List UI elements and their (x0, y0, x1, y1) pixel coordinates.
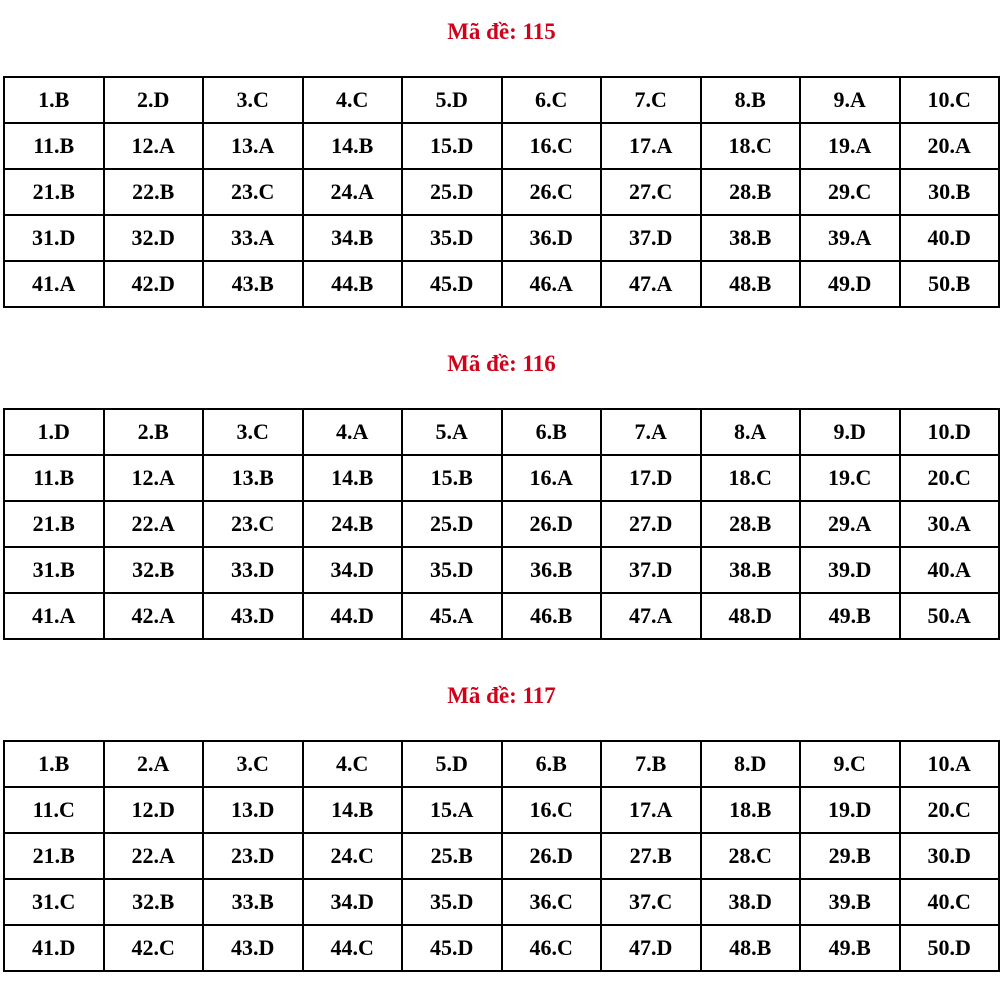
answer-cell: 23.C (203, 501, 303, 547)
answer-cell: 46.A (502, 261, 602, 307)
answer-cell: 48.D (701, 593, 801, 639)
answer-cell: 22.A (104, 501, 204, 547)
answer-cell: 21.B (4, 501, 104, 547)
answer-cell: 4.C (303, 741, 403, 787)
answer-cell: 48.B (701, 261, 801, 307)
answer-cell: 13.B (203, 455, 303, 501)
answer-cell: 2.D (104, 77, 204, 123)
answer-cell: 35.D (402, 215, 502, 261)
answer-cell: 16.A (502, 455, 602, 501)
answer-cell: 24.C (303, 833, 403, 879)
answer-cell: 46.B (502, 593, 602, 639)
answer-cell: 49.B (800, 925, 900, 971)
answer-cell: 24.A (303, 169, 403, 215)
answer-cell: 24.B (303, 501, 403, 547)
answer-cell: 36.B (502, 547, 602, 593)
answer-cell: 34.D (303, 547, 403, 593)
answer-cell: 9.A (800, 77, 900, 123)
answer-cell: 12.D (104, 787, 204, 833)
answer-cell: 47.A (601, 261, 701, 307)
answer-cell: 29.C (800, 169, 900, 215)
answer-cell: 1.B (4, 741, 104, 787)
exam-code-title: Mã đề: 116 (447, 351, 556, 376)
answer-cell: 45.D (402, 925, 502, 971)
answer-cell: 20.C (900, 455, 1000, 501)
answer-cell: 42.C (104, 925, 204, 971)
answer-cell: 21.B (4, 169, 104, 215)
answer-cell: 6.C (502, 77, 602, 123)
answer-cell: 23.D (203, 833, 303, 879)
answer-cell: 25.D (402, 501, 502, 547)
answer-cell: 40.D (900, 215, 1000, 261)
answer-table (3, 740, 1000, 972)
answer-cell: 32.D (104, 215, 204, 261)
answer-cell: 6.B (502, 741, 602, 787)
answer-cell: 38.B (701, 547, 801, 593)
answer-cell: 11.B (4, 123, 104, 169)
answer-cell: 42.A (104, 593, 204, 639)
answer-cell: 27.D (601, 501, 701, 547)
answer-cell: 38.D (701, 879, 801, 925)
answer-cell: 18.C (701, 123, 801, 169)
answer-cell: 10.D (900, 409, 1000, 455)
answer-cell: 27.B (601, 833, 701, 879)
answer-cell: 39.B (800, 879, 900, 925)
answer-cell: 22.B (104, 169, 204, 215)
answer-cell: 13.A (203, 123, 303, 169)
answer-cell: 34.B (303, 215, 403, 261)
answer-cell: 22.A (104, 833, 204, 879)
answer-cell: 16.C (502, 123, 602, 169)
answer-cell: 12.A (104, 455, 204, 501)
answer-cell: 8.A (701, 409, 801, 455)
answer-cell: 36.C (502, 879, 602, 925)
answer-cell: 15.D (402, 123, 502, 169)
answer-cell: 40.C (900, 879, 1000, 925)
answer-cell: 17.D (601, 455, 701, 501)
answer-cell: 23.C (203, 169, 303, 215)
answer-cell: 16.C (502, 787, 602, 833)
answer-cell: 28.B (701, 169, 801, 215)
answer-row (4, 787, 999, 833)
answer-cell: 10.C (900, 77, 1000, 123)
answer-cell: 39.D (800, 547, 900, 593)
answer-cell: 32.B (104, 547, 204, 593)
answer-cell: 18.C (701, 455, 801, 501)
answer-cell: 37.D (601, 547, 701, 593)
answer-cell: 7.A (601, 409, 701, 455)
answer-table (3, 76, 1000, 308)
answer-cell: 38.B (701, 215, 801, 261)
answer-row (4, 77, 999, 123)
answer-cell: 50.D (900, 925, 1000, 971)
answer-cell: 13.D (203, 787, 303, 833)
answer-cell: 45.A (402, 593, 502, 639)
answer-cell: 46.C (502, 925, 602, 971)
answer-cell: 14.B (303, 123, 403, 169)
answer-cell: 10.A (900, 741, 1000, 787)
answer-cell: 7.B (601, 741, 701, 787)
answer-cell: 8.D (701, 741, 801, 787)
answer-cell: 20.C (900, 787, 1000, 833)
answer-cell: 7.C (601, 77, 701, 123)
answer-cell: 33.D (203, 547, 303, 593)
answer-cell: 6.B (502, 409, 602, 455)
answer-cell: 3.C (203, 409, 303, 455)
answer-cell: 11.B (4, 455, 104, 501)
answer-cell: 19.C (800, 455, 900, 501)
answer-cell: 31.B (4, 547, 104, 593)
answer-cell: 43.B (203, 261, 303, 307)
answer-cell: 14.B (303, 787, 403, 833)
answer-cell: 27.C (601, 169, 701, 215)
answer-table (3, 408, 1000, 640)
answer-cell: 5.A (402, 409, 502, 455)
exam-code-title: Mã đề: 115 (447, 19, 556, 44)
answer-cell: 35.D (402, 879, 502, 925)
exam-code-title: Mã đề: 117 (447, 683, 556, 708)
answer-cell: 4.A (303, 409, 403, 455)
answer-cell: 44.D (303, 593, 403, 639)
answer-row (4, 593, 999, 639)
answer-row (4, 547, 999, 593)
answer-cell: 5.D (402, 741, 502, 787)
answer-cell: 28.C (701, 833, 801, 879)
answer-cell: 17.A (601, 787, 701, 833)
answer-cell: 50.A (900, 593, 1000, 639)
answer-cell: 25.D (402, 169, 502, 215)
answer-cell: 35.D (402, 547, 502, 593)
answer-cell: 26.D (502, 501, 602, 547)
answer-row (4, 455, 999, 501)
answer-cell: 33.A (203, 215, 303, 261)
answer-cell: 9.C (800, 741, 900, 787)
answer-cell: 5.D (402, 77, 502, 123)
answer-cell: 29.A (800, 501, 900, 547)
answer-cell: 36.D (502, 215, 602, 261)
answer-cell: 3.C (203, 741, 303, 787)
answer-row (4, 169, 999, 215)
answer-row (4, 123, 999, 169)
answer-cell: 43.D (203, 925, 303, 971)
answer-cell: 32.B (104, 879, 204, 925)
answer-cell: 4.C (303, 77, 403, 123)
answer-cell: 15.A (402, 787, 502, 833)
answer-cell: 34.D (303, 879, 403, 925)
answer-row (4, 215, 999, 261)
answer-cell: 29.B (800, 833, 900, 879)
answer-cell: 25.B (402, 833, 502, 879)
answer-cell: 15.B (402, 455, 502, 501)
answer-cell: 33.B (203, 879, 303, 925)
answer-cell: 45.D (402, 261, 502, 307)
answer-cell: 41.D (4, 925, 104, 971)
answer-cell: 47.D (601, 925, 701, 971)
answer-cell: 2.B (104, 409, 204, 455)
answer-row (4, 879, 999, 925)
answer-cell: 3.C (203, 77, 303, 123)
answer-cell: 8.B (701, 77, 801, 123)
answer-cell: 37.C (601, 879, 701, 925)
answer-cell: 19.D (800, 787, 900, 833)
answer-cell: 41.A (4, 261, 104, 307)
answer-cell: 28.B (701, 501, 801, 547)
answer-row (4, 261, 999, 307)
answer-row (4, 501, 999, 547)
answer-cell: 12.A (104, 123, 204, 169)
answer-cell: 20.A (900, 123, 1000, 169)
answer-cell: 14.B (303, 455, 403, 501)
answer-cell: 11.C (4, 787, 104, 833)
answer-cell: 17.A (601, 123, 701, 169)
answer-cell: 42.D (104, 261, 204, 307)
answer-cell: 18.B (701, 787, 801, 833)
answer-cell: 9.D (800, 409, 900, 455)
answer-row (4, 741, 999, 787)
answer-cell: 19.A (800, 123, 900, 169)
answer-cell: 41.A (4, 593, 104, 639)
answer-cell: 44.B (303, 261, 403, 307)
answer-cell: 31.D (4, 215, 104, 261)
answer-cell: 37.D (601, 215, 701, 261)
answer-cell: 48.B (701, 925, 801, 971)
answer-cell: 50.B (900, 261, 1000, 307)
answer-cell: 2.A (104, 741, 204, 787)
answer-cell: 21.B (4, 833, 104, 879)
answer-cell: 43.D (203, 593, 303, 639)
answer-cell: 31.C (4, 879, 104, 925)
answer-cell: 47.A (601, 593, 701, 639)
answer-cell: 30.B (900, 169, 1000, 215)
answer-row (4, 925, 999, 971)
answer-cell: 40.A (900, 547, 1000, 593)
answer-row (4, 409, 999, 455)
answer-cell: 44.C (303, 925, 403, 971)
answer-cell: 26.D (502, 833, 602, 879)
answer-cell: 39.A (800, 215, 900, 261)
answer-cell: 49.D (800, 261, 900, 307)
answer-cell: 1.D (4, 409, 104, 455)
answer-row (4, 833, 999, 879)
answer-cell: 26.C (502, 169, 602, 215)
answer-cell: 49.B (800, 593, 900, 639)
answer-cell: 30.D (900, 833, 1000, 879)
answer-cell: 30.A (900, 501, 1000, 547)
answer-cell: 1.B (4, 77, 104, 123)
